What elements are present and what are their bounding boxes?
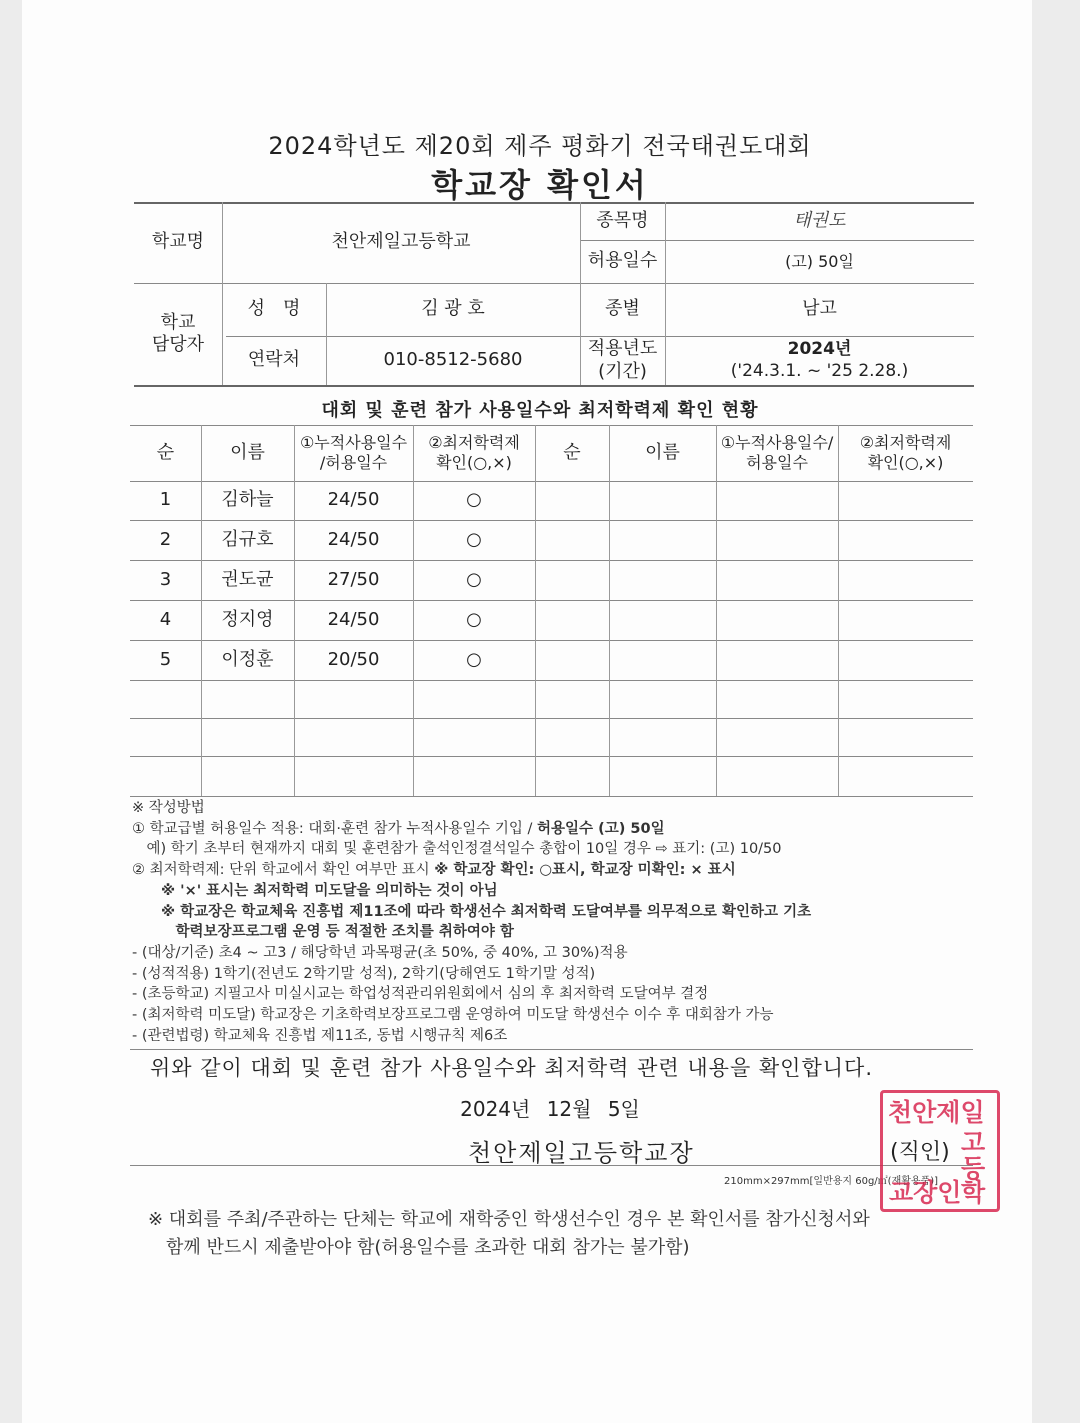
year-label: 적용년도 (기간)	[587, 338, 658, 382]
table-row-line	[130, 680, 973, 681]
header-check-2: ②최저학력제 확인(○,×)	[859, 433, 952, 472]
row-check: ○	[466, 528, 482, 550]
header-name-2: 이름	[645, 441, 680, 463]
paper-spec: 210mm×297mm[일반용지 60g/㎡(재활용품)]	[724, 1176, 939, 1187]
year-value: 2024년	[787, 339, 852, 360]
row-check: ○	[466, 568, 482, 590]
header-no: 순	[156, 441, 175, 463]
notes-divider	[130, 1049, 973, 1050]
school-name-value: 천안제일고등학교	[331, 231, 471, 253]
table-row-line	[130, 756, 973, 757]
note-line: - (관련법령) 학교체육 진흥법 제11조, 동법 시행규칙 제6조	[132, 1027, 508, 1044]
table-bottom-border	[130, 796, 973, 797]
row-days: 24/50	[327, 608, 380, 630]
period-value: ('24.3.1. ~ '25 2.28.)	[730, 360, 909, 381]
section-title: 대회 및 훈련 참가 사용일수와 최저학력제 확인 현황	[321, 400, 759, 421]
note-line: ※ '×' 표시는 최저학력 미도달을 의미하는 것이 아님	[132, 882, 498, 899]
note-line: ※ 학교장은 학교체육 진흥법 제11조에 따라 학생선수 최저학력 도달여부를 의무적으로 확인하고 기초	[132, 903, 812, 920]
row-no: 1	[159, 489, 172, 511]
principal-name: 천안제일고등학교장	[468, 1139, 695, 1167]
issue-date: 2024년 12월 5일	[460, 1097, 640, 1121]
official-seal-label: (직인)	[890, 1140, 950, 1165]
bottom-note-line: ※ 대회를 주최/주관하는 단체는 학교에 재학중인 학생선수인 경우 본 확인서를 참가신청서와	[148, 1209, 870, 1230]
row-days: 27/50	[327, 568, 380, 590]
row-days: 24/50	[327, 489, 380, 511]
row-name: 정지영	[221, 608, 274, 630]
note-line: ② 최저학력제: 단위 학교에서 확인 여부만 표시	[132, 862, 435, 879]
document-title: 2024학년도 제20회 제주 평화기 전국태권도대회	[268, 132, 812, 160]
row-check: ○	[466, 608, 482, 630]
contact-label: 연락처	[247, 349, 301, 371]
event-value: 태권도	[793, 209, 846, 231]
row-name: 김하늘	[221, 489, 274, 511]
row-name: 권도균	[221, 568, 274, 590]
contact-value: 010-8512-5680	[383, 349, 523, 371]
row-no: 4	[159, 608, 172, 630]
row-days: 24/50	[327, 528, 380, 550]
note-line: - (성적적용) 1학기(전년도 2학기말 성적), 2학기(당해연도 1학기말 성적)	[132, 965, 596, 982]
school-name-label: 학교명	[151, 231, 205, 253]
row-no: 3	[159, 568, 172, 590]
bottom-note	[148, 1206, 870, 1262]
school-seal-stamp: 천안제일 고 등 학 교장인	[880, 1090, 1000, 1212]
header-name: 이름	[230, 441, 265, 463]
row-no: 2	[159, 528, 172, 550]
notes-heading: ※ 작성방법	[132, 800, 205, 816]
allowed-days-label: 허용일수	[587, 250, 658, 272]
note-line: 학력보장프로그램 운영 등 적절한 조치를 취하여야 함	[132, 924, 514, 941]
manager-label: 학교 담당자	[151, 311, 205, 355]
row-name: 이정훈	[221, 648, 274, 670]
row-days: 20/50	[327, 648, 380, 670]
table-row-line	[130, 718, 973, 719]
bottom-note-line: 함께 반드시 제출받아야 함(허용일수를 초과한 대회 참가는 불가함)	[148, 1237, 690, 1258]
notes-section	[132, 798, 992, 1046]
document-subtitle: 학교장 확인서	[431, 166, 649, 204]
note-line: - (최저학력 미도달) 학교장은 기초학력보장프로그램 운영하여 미도달 학생선수 이수 후 대회참가 가능	[132, 1007, 774, 1024]
name-label: 성 명	[247, 298, 301, 320]
gender-value: 남고	[802, 298, 837, 320]
note-line: - (초등학교) 지필고사 미실시교는 학업성적관리위원회에서 심의 후 최저학력 도달여부 결정	[132, 986, 709, 1003]
row-check: ○	[466, 648, 482, 670]
note-line: - (대상/기준) 초4 ~ 고3 / 해당학년 과목평균(초 50%, 중 40%, 고 30%)적용	[132, 944, 628, 961]
allowed-days-value: (고) 50일	[785, 251, 854, 271]
row-check: ○	[466, 489, 482, 511]
row-no: 5	[159, 648, 172, 670]
note-line-bold: ※ 학교장 확인: ○표시, 학교장 미확인: × 표시	[434, 862, 736, 879]
header-days: ①누적사용일수 /허용일수	[299, 433, 408, 472]
header-check: ②최저학력제 확인(○,×)	[428, 433, 520, 472]
event-label: 종목명	[596, 209, 649, 231]
row-name: 김규호	[221, 528, 274, 550]
note-line-bold: 허용일수 (고) 50일	[537, 820, 665, 837]
note-line: ① 학교급별 허용일수 적용: 대회·훈련 참가 누적사용일수 기입 /	[132, 820, 538, 837]
header-days-2: ①누적사용일수/ 허용일수	[720, 433, 834, 472]
footer-divider	[130, 1165, 973, 1166]
header-no-2: 순	[563, 441, 581, 463]
note-line: 예) 학기 초부터 현재까지 대회 및 훈련참가 출석인정결석일수 총합이 10일 경우 ⇨ 표기: (고) 10/50	[132, 841, 782, 858]
manager-name-value: 김 광 호	[421, 298, 485, 320]
gender-label: 종별	[605, 298, 640, 320]
confirmation-text: 위와 같이 대회 및 훈련 참가 사용일수와 최저학력 관련 내용을 확인합니다.	[150, 1056, 874, 1080]
info-table-bottom-border	[134, 385, 974, 387]
